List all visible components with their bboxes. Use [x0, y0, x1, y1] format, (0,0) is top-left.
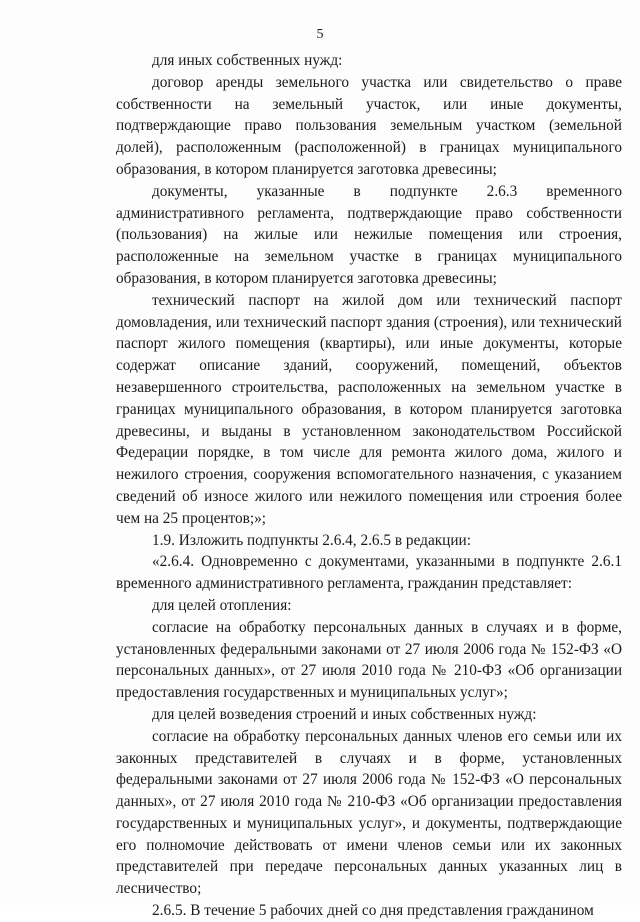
- paragraph-consent-personal-data: согласие на обработку персональных данных в случаях и в форме, установленных федеральными законами от 27 июля 2006 года № 152-ФЗ «О персональных данных», от 27 июля 2010 года № 210-ФЗ «Об организации предоставления государственных и муниципальных услуг»;: [116, 618, 622, 702]
- page-number: 5: [316, 27, 324, 42]
- paragraph-construction-heading: для целей возведения строений и иных собственных нужд:: [152, 705, 537, 723]
- paragraph-consent-family-members: согласие на обработку персональных данных членов его семьи или их законных представителей в случаях и в форме, установленных федеральными законами от 27 июля 2006 года № 152-ФЗ «О персональных данных», от 27 июля 2010 года № 210-ФЗ «Об организации предоставления государственных и муниципальных услуг», и документы, подтверждающие его полномочие действовать от имени членов семьи или их законных представителей при передаче персональных данных указанных лиц в лесничество;: [116, 727, 622, 898]
- paragraph-land-lease: договор аренды земельного участка или свидетельство о праве собственности на земельный участок, или иные документы, подтверждающие право пользования земельным участком (земельной долей), расположенным (расположенной) в границах муниципального образования, в котором планируется заготовка древесины;: [116, 73, 622, 178]
- paragraph-ownership-documents: документы, указанные в подпункте 2.6.3 временного административного регламента, подтверждающие право собственности (пользования) на жилые или нежилые помещения или строения, расположенные на земельном участке в границах муниципального образования, в котором планируется заготовка древесины;: [116, 182, 622, 287]
- paragraph-technical-passport: технический паспорт на жилой дом или технический паспорт домовладения, или технический паспорт здания (строения), или технический паспорт жилого помещения (квартиры), или иные документы, которые содержат описание зданий, сооружений, помещений, объектов незавершенного строительства, расположенных на земельном участке в границах муниципального образования, в котором планируется заготовка древесины, и выданы в установленном законодательством Российской Федерации порядке, в том числе для ремонта жилого дома, жилого и нежилого строения, сооружения вспомогательного назначения, с указанием сведений об износе жилого или нежилого помещения или строения более чем на 25 процентов;»;: [116, 291, 622, 527]
- paragraph-item-2-6-5: 2.6.5. В течение 5 рабочих дней со дня представления гражданином: [152, 902, 594, 920]
- paragraph-item-1-9: 1.9. Изложить подпункты 2.6.4, 2.6.5 в редакции:: [152, 531, 471, 549]
- paragraph-other-needs-heading: для иных собственных нужд:: [152, 52, 343, 69]
- document-body: [116, 50, 622, 922]
- paragraph-heating-heading: для целей отопления:: [152, 596, 292, 614]
- paragraph-item-2-6-4: «2.6.4. Одновременно с документами, указанными в подпункте 2.6.1 временного административного регламента, гражданин представляет:: [116, 553, 622, 593]
